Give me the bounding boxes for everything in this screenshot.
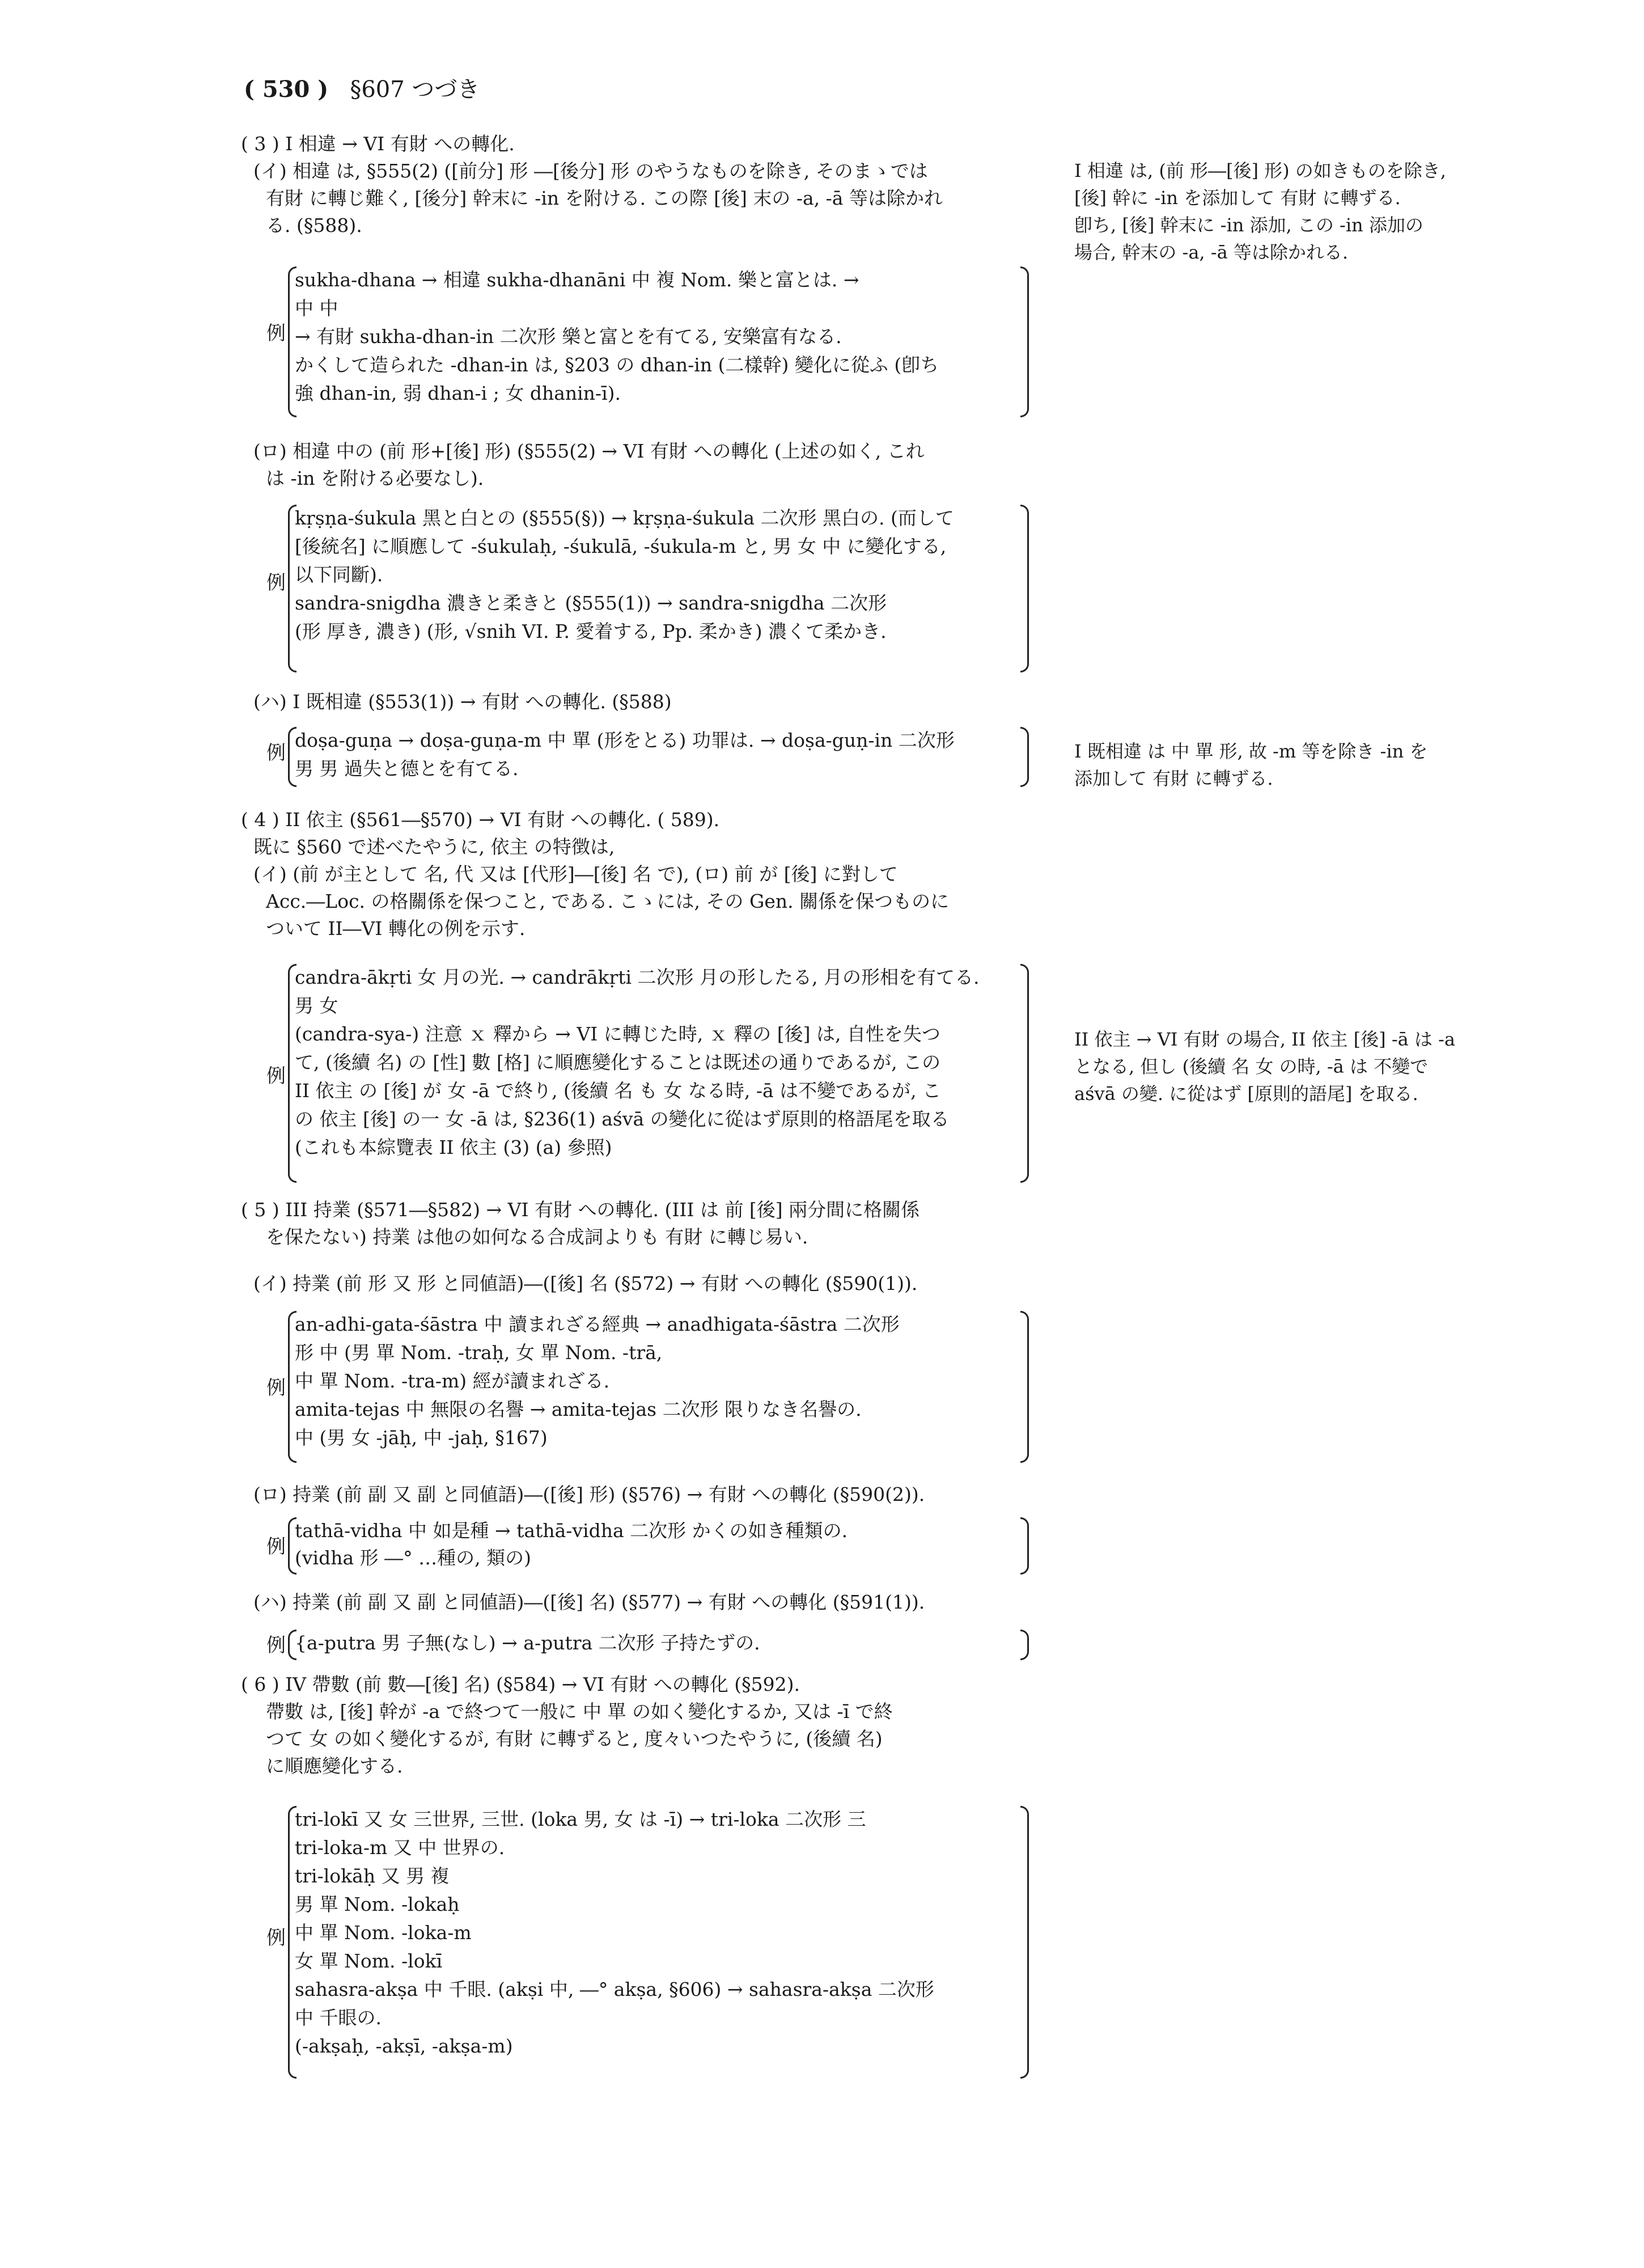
example-label: 例	[266, 1065, 286, 1088]
example-line: (vidha 形 ―° …種の, 類の)	[295, 1546, 531, 1569]
side-note-line: [後] 幹に -in を添加して 有財 に轉ずる.	[1074, 187, 1401, 209]
example-line: 男 單 Nom. -lokaḥ	[295, 1893, 460, 1915]
example-line: tri-lokī 又 女 三世界, 三世. (loka 男, 女 は -ī) → tri-loka 二次形 三	[295, 1808, 866, 1830]
example-line: 強 dhan-in, 弱 dhan-i ; 女 dhanin-ī).	[295, 382, 621, 404]
text-line: ( 5 ) III 持業 (§571―§582) → VI 有財 への轉化. (III は 前 [後] 兩分間に格關係	[241, 1199, 920, 1221]
page-number: ( 530 )	[244, 76, 329, 103]
example-label: 例	[266, 742, 286, 764]
example-line: candra-ākṛti 女 月の光. → candrākṛti 二次形 月の形したる, 月の形相を有てる.	[295, 966, 980, 988]
example-line: II 依主 の [後] が 女 -ā で終り, (後續 名 も 女 なる時, -ā は不變であるが, こ	[295, 1080, 942, 1102]
example-line: tri-loka-m 又 中 世界の.	[295, 1837, 505, 1859]
example-line: かくして造られた -dhan-in は, §203 の dhan-in (二樣幹) 變化に從ふ (卽ち	[295, 354, 939, 376]
example-line: kṛṣṇa-śukula 黑と白との (§555(§)) → kṛṣṇa-śukula 二次形 黑白の. (而して	[295, 507, 954, 529]
side-note-line: 卽ち, [後] 幹末に -in 添加, この -in 添加の	[1074, 214, 1423, 236]
example-line: (形 厚き, 濃き) (形, √snih VI. P. 愛着する, Pp. 柔かき) 濃くて柔かき.	[295, 620, 887, 642]
example-right-brace	[1020, 1806, 1029, 2079]
example-line: て, (後續 名) の [性] 數 [格] に順應變化することは既述の通りであるが, この	[295, 1051, 941, 1073]
text-line: 有財 に轉じ難く, [後分] 幹末に -in を附ける. この際 [後] 末の -a, -ā 等は除かれ	[266, 187, 943, 209]
example-line: の 依主 [後] の一 女 -ā は, §236(1) aśvā の變化に從はず原則的格語尾を取る	[295, 1108, 950, 1130]
example-line: 中 (男 女 -jāḥ, 中 -jaḥ, §167)	[295, 1427, 548, 1449]
side-note-line: 場合, 幹末の -a, -ā 等は除かれる.	[1074, 242, 1348, 263]
example-line: 中 單 Nom. -loka-m	[295, 1922, 472, 1944]
example-line: 男 女	[295, 995, 338, 1017]
example-line: tathā-vidha 中 如是種 → tathā-vidha 二次形 かくの如き種類の.	[295, 1520, 848, 1542]
example-label: 例	[266, 572, 286, 594]
text-line: (イ) (前 が主として 名, 代 又は [代形]―[後] 名 で), (ロ) 前 が [後] に對して	[253, 863, 898, 885]
example-label: 例	[266, 1535, 286, 1558]
example-line: tri-lokāḥ 又 男 複	[295, 1865, 450, 1887]
text-line: (イ) 相違 は, §555(2) ([前分] 形 ―[後分] 形 のやうなものを除き, そのまゝでは	[253, 160, 928, 182]
text-line: (ハ) 持業 (前 副 又 副 と同値語)―([後] 名) (§577) → 有財 への轉化 (§591(1)).	[253, 1591, 925, 1613]
text-line: ( 6 ) IV 帶數 (前 數―[後] 名) (§584) → VI 有財 への轉化 (§592).	[241, 1673, 800, 1695]
example-line: (candra-sya-) 注意 ｘ 釋から → VI に轉じた時, ｘ 釋の [後] は, 自性を失つ	[295, 1023, 940, 1045]
example-line: doṣa-guṇa → doṣa-guṇa-m 中 單 (形をとる) 功罪は. → doṣa-guṇ-in 二次形	[295, 729, 955, 751]
example-line: an-adhi-gata-śāstra 中 讀まれざる經典 → anadhigata-śāstra 二次形	[295, 1313, 900, 1335]
section-heading: §607 つづき	[350, 77, 480, 103]
example-right-brace	[1020, 505, 1029, 672]
side-note-line: I 相違 は, (前 形―[後] 形) の如きものを除き,	[1074, 160, 1446, 181]
side-note-line: となる, 但し (後續 名 女 の時, -ā は 不變で	[1074, 1056, 1429, 1077]
example-line: [後統名] に順應して -śukulaḥ, -śukulā, -śukula-m と, 男 女 中 に變化する,	[295, 535, 947, 557]
text-line: つて 女 の如く變化するが, 有財 に轉ずると, 度々いつたやうに, (後續 名)	[266, 1728, 883, 1750]
example-line: sandra-snigdha 濃きと柔きと (§555(1)) → sandra-snigdha 二次形	[295, 592, 887, 614]
example-line: 以下同斷).	[295, 564, 383, 586]
text-line: 帶數 は, [後] 幹が -a で終つて一般に 中 單 の如く變化するか, 又は -ī で終	[266, 1700, 893, 1723]
example-line: 形 中 (男 單 Nom. -traḥ, 女 單 Nom. -trā,	[295, 1342, 663, 1364]
example-line: amita-tejas 中 無限の名譽 → amita-tejas 二次形 限りなき名譽の.	[295, 1398, 862, 1420]
example-line: sukha-dhana → 相違 sukha-dhanāni 中 複 Nom. 樂と富とは. →	[295, 269, 859, 291]
page-header	[244, 71, 480, 104]
example-right-brace	[1020, 1630, 1029, 1660]
side-note-line: 添加して 有財 に轉ずる.	[1074, 768, 1273, 789]
example-line: 男 男 過失と德とを有てる.	[295, 758, 519, 780]
example-right-brace	[1020, 964, 1029, 1183]
text-line: 既に §560 で述べたやうに, 依主 の特徴は,	[253, 836, 615, 858]
text-line: ついて II―VI 轉化の例を示す.	[266, 917, 526, 940]
example-label: 例	[266, 1634, 286, 1657]
example-line: → 有財 sukha-dhan-in 二次形 樂と富とを有てる, 安樂富有なる.	[295, 325, 842, 348]
side-note-line: I 既相違 は 中 單 形, 故 -m 等を除き -in を	[1074, 741, 1428, 762]
text-line: に順應變化する.	[266, 1755, 403, 1777]
example-line: 女 單 Nom. -lokī	[295, 1950, 443, 1972]
example-right-brace	[1020, 1517, 1029, 1575]
example-line: 中 千眼の.	[295, 2007, 382, 2029]
text-line: (イ) 持業 (前 形 又 形 と同値語)―([後] 名 (§572) → 有財 への轉化 (§590(1)).	[253, 1272, 918, 1294]
side-note-line: aśvā の變. に從はず [原則的語尾] を取る.	[1074, 1083, 1418, 1105]
example-right-brace	[1020, 727, 1029, 787]
text-line: ( 4 ) II 依主 (§561―§570) → VI 有財 への轉化. ( 589).	[241, 809, 720, 831]
example-line: (これも本綜覽表 II 依主 (3) (a) 參照)	[295, 1136, 612, 1158]
example-label: 例	[266, 1927, 286, 1949]
example-right-brace	[1020, 266, 1029, 417]
text-line: Acc.―Loc. の格關係を保つこと, である. こゝには, その Gen. 關係を保つものに	[266, 890, 950, 912]
text-line: を保たない) 持業 は他の如何なる合成詞よりも 有財 に轉じ易い.	[266, 1226, 808, 1248]
example-label: 例	[266, 1377, 286, 1399]
example-line: {a-putra 男 子無(なし) → a-putra 二次形 子持たずの.	[295, 1632, 760, 1654]
text-line: る. (§588).	[266, 214, 362, 236]
text-line: (ハ) I 既相違 (§553(1)) → 有財 への轉化. (§588)	[253, 691, 672, 713]
text-line: (ロ) 相違 中の (前 形+[後] 形) (§555(2) → VI 有財 への轉化 (上述の如く, これ	[253, 440, 925, 462]
text-line: は -in を附ける必要なし).	[266, 467, 484, 489]
side-note-line: II 依主 → VI 有財 の場合, II 依主 [後] -ā は -a	[1074, 1029, 1455, 1050]
text-line: ( 3 ) I 相違 → VI 有財 への轉化.	[241, 133, 515, 155]
example-line: (-akṣaḥ, -akṣī, -akṣa-m)	[295, 2035, 513, 2057]
text-line: (ロ) 持業 (前 副 又 副 と同値語)―([後] 形) (§576) → 有財 への轉化 (§590(2)).	[253, 1483, 925, 1505]
example-line: sahasra-akṣa 中 千眼. (akṣi 中, ―° akṣa, §606) → sahasra-akṣa 二次形	[295, 1978, 934, 2000]
example-line: 中 中	[295, 297, 338, 319]
example-line: 中 單 Nom. -tra-m) 經が讀まれざる.	[295, 1370, 610, 1392]
example-label: 例	[266, 322, 286, 345]
example-right-brace	[1020, 1311, 1029, 1463]
